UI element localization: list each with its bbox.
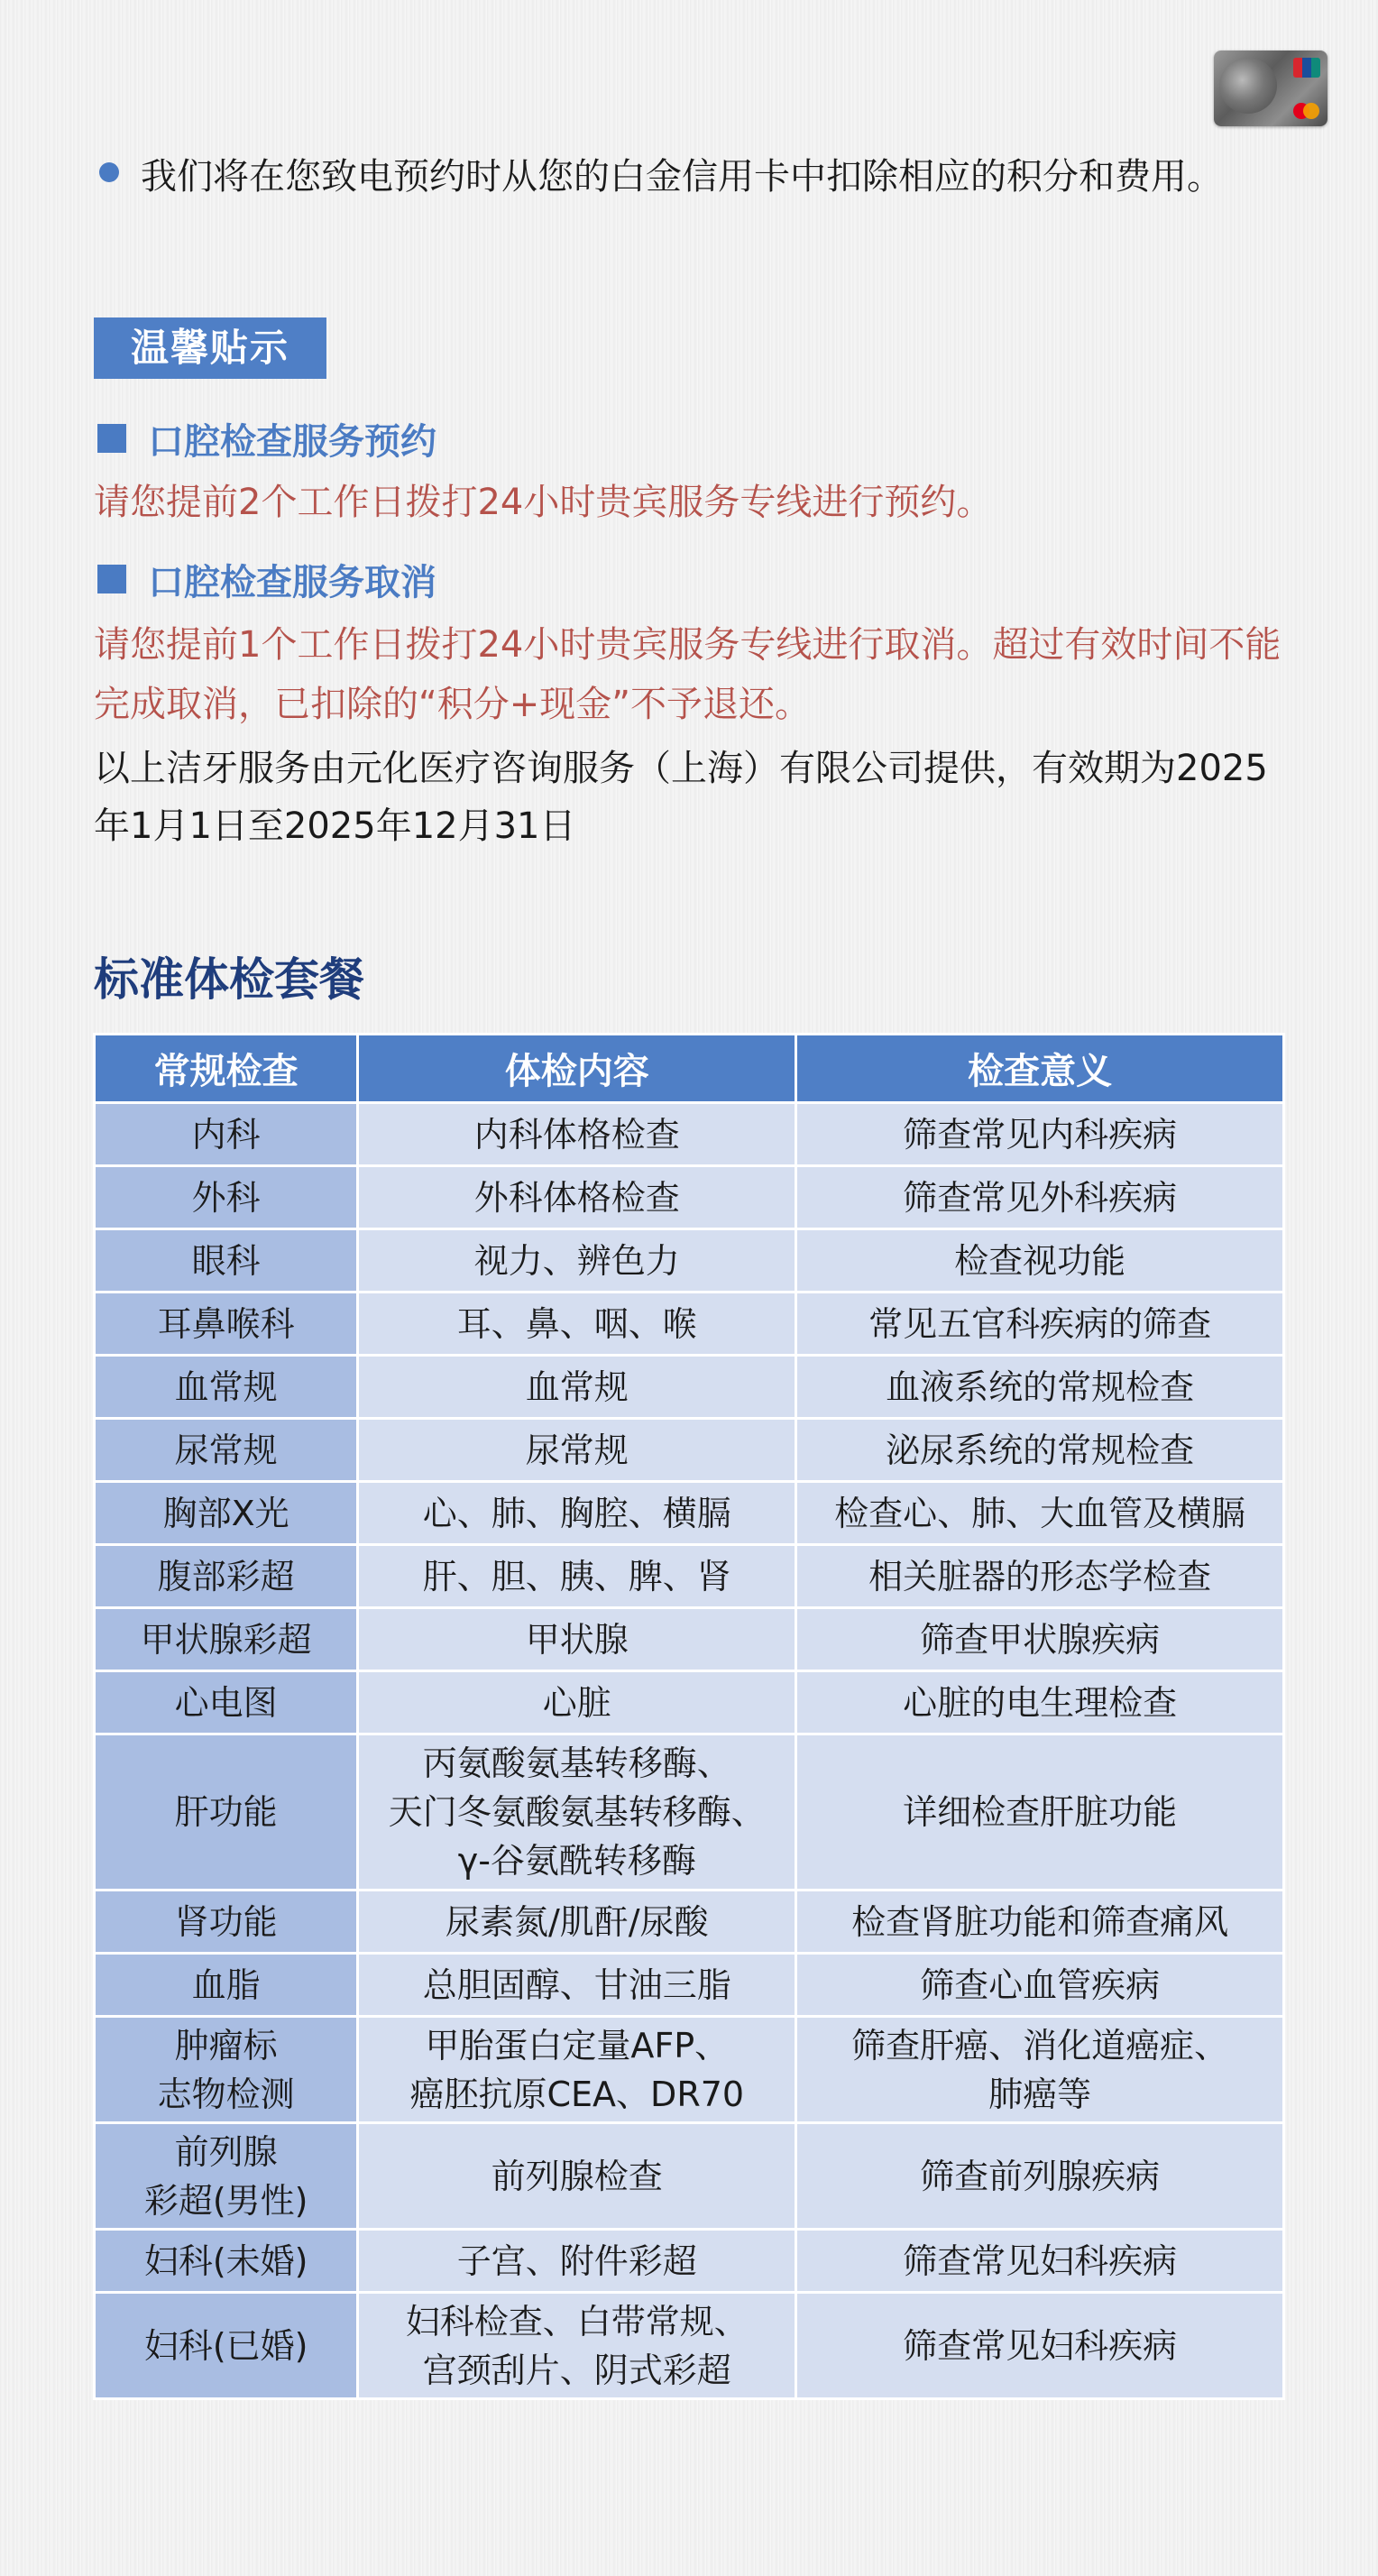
- booking-heading-label: 口腔检查服务预约: [148, 420, 436, 463]
- content-cell-line: 甲状腺: [525, 1619, 629, 1660]
- bullet-dot-icon: [99, 162, 119, 182]
- header-purpose: 检查意义: [796, 1035, 1284, 1103]
- content-cell-line: 天门冬氨酸氨基转移酶、: [388, 1792, 766, 1832]
- table-row: [95, 2017, 1284, 2123]
- category-cell: [95, 2017, 358, 2123]
- content-cell-line: 血常规: [525, 1366, 629, 1407]
- content-cell: [358, 1891, 796, 1954]
- purpose-cell: [796, 1891, 1284, 1954]
- table-row: [95, 2293, 1284, 2399]
- table-row: [95, 1166, 1284, 1229]
- cancel-text: 请您提前1个工作日拨打24小时贵宾服务专线进行取消。超过有效时间不能完成取消，已扣除的“积分+现金”不予退还。: [94, 624, 1282, 725]
- content-cell-line: 宫颈刮片、阴式彩超: [422, 2350, 731, 2390]
- content-cell-line: 丙氨酸氨基转移酶、: [422, 1743, 731, 1783]
- points-deduction-note: [99, 148, 1290, 206]
- category-cell-line: 前列腺: [174, 2131, 278, 2172]
- content-cell-line: 内科体格检查: [473, 1114, 680, 1155]
- category-cell: [95, 2123, 358, 2230]
- content-cell-line: 癌胚抗原CEA、DR70: [409, 2074, 745, 2114]
- table-row: [95, 1293, 1284, 1356]
- content-cell: [358, 2017, 796, 2123]
- content-cell-line: γ-谷氨酰转移酶: [457, 1841, 696, 1881]
- square-bullet-icon: [97, 565, 126, 593]
- table-row: [95, 1356, 1284, 1419]
- content-cell-line: 甲胎蛋白定量AFP、: [425, 2025, 730, 2065]
- category-cell: [95, 2293, 358, 2399]
- purpose-cell: [796, 1229, 1284, 1293]
- category-cell-line: 血常规: [174, 1366, 278, 1407]
- purpose-cell-line: 筛查前列腺疾病: [920, 2156, 1161, 2196]
- category-cell: [95, 1545, 358, 1608]
- category-cell-line: 血脂: [191, 1964, 261, 2005]
- content-cell: [358, 1545, 796, 1608]
- category-cell-line: 肿瘤标: [174, 2025, 278, 2065]
- purpose-cell: [796, 1954, 1284, 2017]
- content-cell-line: 视力、辨色力: [473, 1240, 680, 1281]
- table-row: [95, 1608, 1284, 1671]
- purpose-cell: [796, 1166, 1284, 1229]
- content-cell-line: 外科体格检查: [473, 1177, 680, 1218]
- content-cell-line: 总胆固醇、甘油三脂: [422, 1964, 731, 2005]
- table-row: [95, 1103, 1284, 1166]
- card-pattern: [1219, 58, 1277, 114]
- provider-text: 以上洁牙服务由元化医疗咨询服务（上海）有限公司提供，有效期为2025年1月1日至2025年12月31日: [94, 748, 1268, 847]
- content-cell-line: 尿素氮/肌酐/尿酸: [446, 1901, 709, 1942]
- purpose-cell: [796, 1356, 1284, 1419]
- content-cell-line: 肝、胆、胰、脾、肾: [422, 1556, 731, 1596]
- purpose-cell-line: 检查肾脏功能和筛查痛风: [851, 1901, 1229, 1942]
- square-bullet-icon: [97, 424, 126, 453]
- category-cell-line: 彩超(男性): [143, 2180, 308, 2221]
- table-row: [95, 2230, 1284, 2293]
- category-cell: [95, 1229, 358, 1293]
- content-cell-line: 心、肺、胸腔、横膈: [422, 1493, 731, 1533]
- category-cell: [95, 1482, 358, 1545]
- category-cell: [95, 1734, 358, 1891]
- category-cell-line: 肾功能: [174, 1901, 278, 1942]
- content-cell-line: 心脏: [542, 1682, 611, 1723]
- category-cell: [95, 1293, 358, 1356]
- table-row: [95, 1954, 1284, 2017]
- category-cell: [95, 1891, 358, 1954]
- content-cell: [358, 1166, 796, 1229]
- purpose-cell-line: 筛查甲状腺疾病: [920, 1619, 1161, 1660]
- category-cell-line: 胸部X光: [162, 1493, 289, 1533]
- category-cell: [95, 1608, 358, 1671]
- purpose-cell-line: 心脏的电生理检查: [903, 1682, 1178, 1723]
- category-cell-line: 妇科(已婚): [143, 2325, 308, 2366]
- purpose-cell-line: 筛查常见内科疾病: [903, 1114, 1178, 1155]
- content-cell: [358, 1671, 796, 1734]
- content-cell-line: 子宫、附件彩超: [456, 2240, 697, 2281]
- category-cell-line: 眼科: [191, 1240, 261, 1281]
- table-row: [95, 1229, 1284, 1293]
- category-cell: [95, 1356, 358, 1419]
- table-row: [95, 1671, 1284, 1734]
- content-cell: [358, 1103, 796, 1166]
- category-cell-line: 耳鼻喉科: [157, 1303, 295, 1344]
- purpose-cell-line: 筛查常见外科疾病: [903, 1177, 1178, 1218]
- cancel-heading-label: 口腔检查服务取消: [148, 561, 436, 603]
- purpose-cell: [796, 1419, 1284, 1482]
- purpose-cell-line: 肺癌等: [988, 2074, 1092, 2114]
- booking-text: 请您提前2个工作日拨打24小时贵宾服务专线进行预约。: [94, 482, 993, 523]
- category-cell-line: 甲状腺彩超: [140, 1619, 312, 1660]
- table-header-row: [95, 1035, 1284, 1103]
- category-cell-line: 妇科(未婚): [143, 2240, 308, 2281]
- category-cell-line: 心电图: [174, 1682, 278, 1723]
- header-category: 常规检查: [95, 1035, 358, 1103]
- content-cell-line: 妇科检查、白带常规、: [405, 2301, 749, 2341]
- unionpay-logo-icon: [1293, 58, 1320, 78]
- table-row: [95, 2123, 1284, 2230]
- purpose-cell-line: 常见五官科疾病的筛查: [868, 1303, 1212, 1344]
- category-cell-line: 志物检测: [157, 2074, 295, 2114]
- purpose-cell: [796, 2230, 1284, 2293]
- category-cell: [95, 1103, 358, 1166]
- table-row: [95, 1734, 1284, 1891]
- purpose-cell: [796, 1671, 1284, 1734]
- content-cell: [358, 1356, 796, 1419]
- category-cell-line: 腹部彩超: [157, 1556, 295, 1596]
- category-cell: [95, 2230, 358, 2293]
- category-cell-line: 内科: [191, 1114, 261, 1155]
- content-cell: [358, 1293, 796, 1356]
- cancel-heading: [97, 554, 436, 604]
- purpose-cell: [796, 1545, 1284, 1608]
- purpose-cell-line: 筛查常见妇科疾病: [903, 2240, 1178, 2281]
- checkup-package-table: [93, 1033, 1285, 2400]
- content-cell: [358, 1608, 796, 1671]
- content-cell: [358, 1419, 796, 1482]
- table-row: [95, 1419, 1284, 1482]
- purpose-cell-line: 血液系统的常规检查: [886, 1366, 1195, 1407]
- table-row: [95, 1891, 1284, 1954]
- purpose-cell-line: 筛查心血管疾病: [920, 1964, 1161, 2005]
- purpose-cell: [796, 1608, 1284, 1671]
- purpose-cell-line: 检查视功能: [954, 1240, 1126, 1281]
- purpose-cell: [796, 1482, 1284, 1545]
- content-cell: [358, 2123, 796, 2230]
- header-content: 体检内容: [358, 1035, 796, 1103]
- content-cell-line: 尿常规: [525, 1430, 629, 1470]
- tips-title: 温馨贴示: [94, 317, 326, 379]
- purpose-cell: [796, 1293, 1284, 1356]
- mastercard-logo-icon: [1293, 103, 1320, 119]
- table-row: [95, 1482, 1284, 1545]
- content-cell: [358, 1482, 796, 1545]
- content-cell: [358, 1734, 796, 1891]
- content-cell: [358, 1229, 796, 1293]
- category-cell: [95, 1954, 358, 2017]
- purpose-cell: [796, 1734, 1284, 1891]
- purpose-cell-line: 详细检查肝脏功能: [903, 1792, 1178, 1832]
- booking-heading: [97, 413, 436, 464]
- category-cell-line: 外科: [191, 1177, 261, 1218]
- table-row: [95, 1545, 1284, 1608]
- purpose-cell-line: 筛查常见妇科疾病: [903, 2325, 1178, 2366]
- content-cell: [358, 2230, 796, 2293]
- purpose-cell-line: 检查心、肺、大血管及横膈: [834, 1493, 1246, 1533]
- purpose-cell-line: 筛查肝癌、消化道癌症、: [851, 2025, 1229, 2065]
- purpose-cell-line: 泌尿系统的常规检查: [886, 1430, 1195, 1470]
- platinum-card-icon: [1214, 51, 1327, 126]
- purpose-cell: [796, 2293, 1284, 2399]
- category-cell: [95, 1671, 358, 1734]
- purpose-cell: [796, 2123, 1284, 2230]
- purpose-cell-line: 相关脏器的形态学检查: [868, 1556, 1212, 1596]
- package-title: 标准体检套餐: [94, 953, 364, 1006]
- category-cell-line: 肝功能: [174, 1792, 278, 1832]
- content-cell-line: 前列腺检查: [491, 2156, 663, 2196]
- content-cell-line: 耳、鼻、咽、喉: [456, 1303, 697, 1344]
- content-cell: [358, 2293, 796, 2399]
- purpose-cell: [796, 2017, 1284, 2123]
- content-cell: [358, 1954, 796, 2017]
- category-cell-line: 尿常规: [174, 1430, 278, 1470]
- points-deduction-text: 我们将在您致电预约时从您的白金信用卡中扣除相应的积分和费用。: [141, 156, 1223, 198]
- purpose-cell: [796, 1103, 1284, 1166]
- category-cell: [95, 1419, 358, 1482]
- category-cell: [95, 1166, 358, 1229]
